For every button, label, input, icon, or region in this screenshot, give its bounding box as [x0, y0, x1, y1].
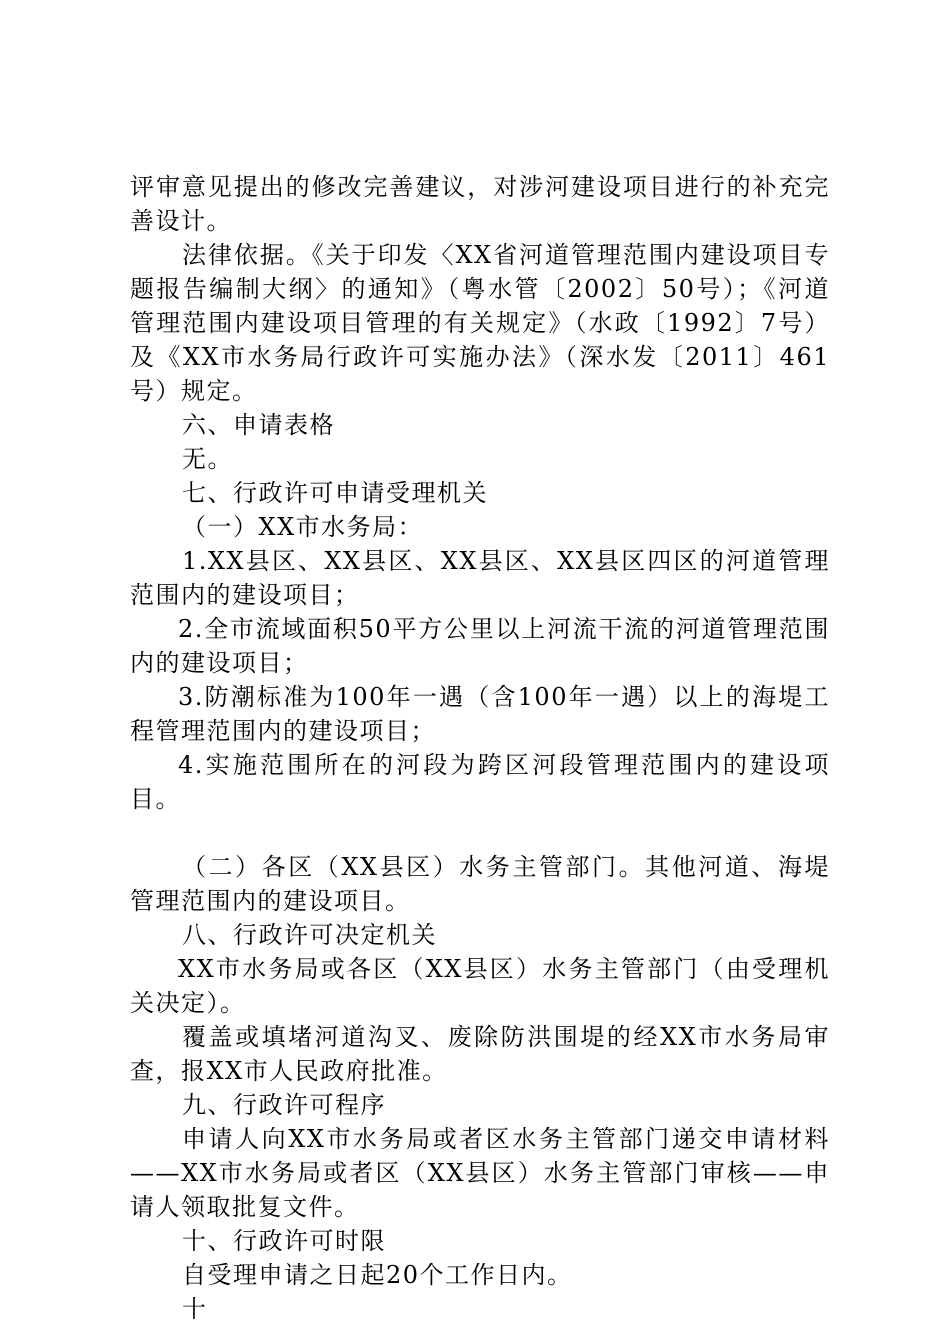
heading-section-7: 七、行政许可申请受理机关	[182, 479, 488, 507]
paragraph-legal-basis: 法律依据。《关于印发〈XX省河道管理范围内建设项目专题报告编制大纲〉的通知》（粤水管〔2002〕50号）；《河道管理范围内建设项目管理的有关规定》（水政〔1992〕7号）及《XX市水务局行政许可实施办法》（深水发〔2011〕461号）规定。	[130, 241, 830, 405]
heading-section-11-partial: 十	[182, 1295, 208, 1323]
list-item-4: 4.实施范围所在的河段为跨区河段管理范围内的建设项目。	[130, 751, 830, 813]
paragraph-decision-authority: XX市水务局或各区（XX县区）水务主管部门（由受理机关决定）。	[130, 955, 830, 1017]
paragraph-time-limit: 自受理申请之日起20个工作日内。	[182, 1261, 573, 1289]
subheading-water-bureau: （一）XX市水务局：	[182, 513, 424, 541]
paragraph-approval: 覆盖或填堵河道沟叉、废除防洪围堤的经XX市水务局审查，报XX市人民政府批准。	[130, 1023, 830, 1085]
paragraph-continuation: 评审意见提出的修改完善建议，对涉河建设项目进行的补充完善设计。	[130, 173, 830, 235]
heading-section-6: 六、申请表格	[182, 411, 335, 439]
paragraph-procedure: 申请人向XX市水务局或者区水务主管部门递交申请材料——XX市水务局或者区（XX县区）水务主管部门审核——申请人领取批复文件。	[130, 1125, 830, 1221]
list-item-1: 1.XX县区、XX县区、XX县区、XX县区四区的河道管理范围内的建设项目；	[130, 547, 830, 609]
document-body	[130, 170, 830, 1326]
paragraph-none: 无。	[182, 445, 233, 473]
list-item-3: 3.防潮标准为100年一遇（含100年一遇）以上的海堤工程管理范围内的建设项目；	[130, 683, 830, 745]
heading-section-9: 九、行政许可程序	[182, 1091, 386, 1119]
list-item-2: 2.全市流域面积50平方公里以上河流干流的河道管理范围内的建设项目；	[130, 615, 830, 677]
heading-section-10: 十、行政许可时限	[182, 1227, 386, 1255]
heading-section-8: 八、行政许可决定机关	[182, 921, 437, 949]
subheading-district-departments: （二）各区（XX县区）水务主管部门。其他河道、海堤管理范围内的建设项目。	[130, 853, 830, 915]
paragraph-gap	[130, 816, 830, 850]
